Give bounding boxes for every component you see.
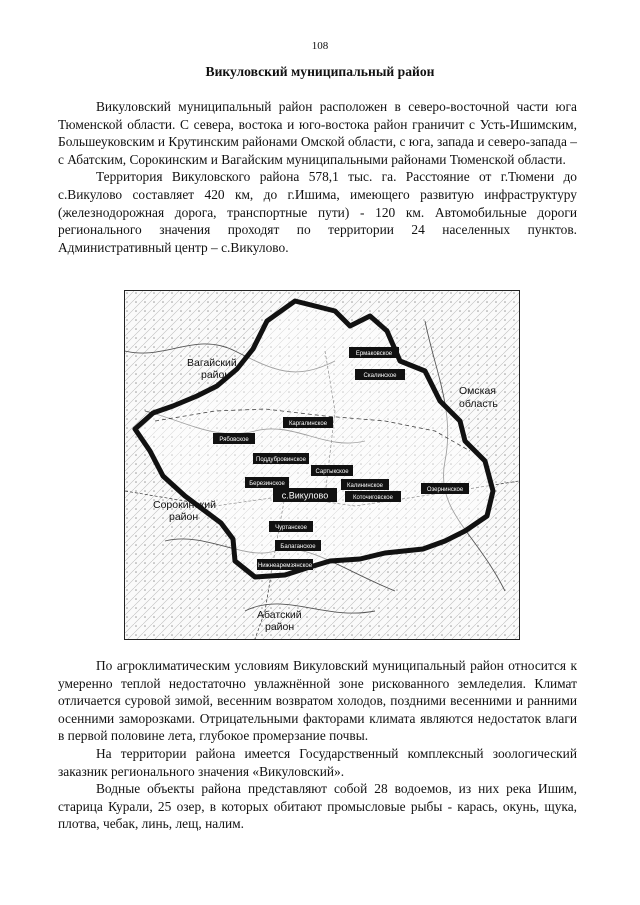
svg-text:Березинское: Березинское (249, 481, 285, 488)
svg-text:Чуртанское: Чуртанское (275, 525, 307, 532)
svg-text:Нижнеаремзянское: Нижнеаремзянское (257, 563, 313, 570)
settlement-ozernoe (421, 483, 469, 494)
svg-text:Озернинское: Озернинское (426, 487, 464, 494)
settlement-ermakovo (349, 347, 399, 358)
settlement-berez (245, 477, 289, 488)
svg-text:Рябовское: Рябовское (219, 437, 249, 444)
paragraph: Территория Викуловского района 578,1 тыс. га. Расстояние от г.Тюмени до с.Викулово составляет 420 км, до г.Ишима, имеющего развитую инфраструктуру (железнодорожная дорога, транспортные пути) - 120 км. Автомобильные дороги регионального значения проходят по территории 24 населенных пунктов. Административный центр – с.Викулово. (58, 169, 577, 255)
settlement-nizhne (257, 559, 313, 570)
settlement-sartyn (311, 465, 353, 476)
bottom-text (58, 657, 577, 833)
district-center-vikulovo (273, 488, 337, 502)
settlement-skalinskoe (355, 369, 405, 380)
region-label-vagai: Вагайский (187, 357, 237, 369)
settlement-podd (253, 453, 309, 464)
settlement-kalin (341, 479, 389, 490)
settlement-karga (283, 417, 333, 428)
region-label-omsk: область (459, 398, 498, 410)
svg-text:с.Викулово: с.Викулово (281, 490, 329, 501)
svg-text:Поддубровинское: Поддубровинское (256, 457, 306, 464)
region-label-sorokino: Сорокинский (153, 499, 216, 511)
svg-text:Коточиговское: Коточиговское (353, 495, 393, 502)
svg-text:Сартыкское: Сартыкское (315, 469, 349, 476)
intro-text (58, 98, 577, 256)
paragraph: На территории района имеется Государственный комплексный зоологический заказник регионального значения «Викуловский». (58, 745, 577, 779)
region-label-vagai: район (201, 369, 231, 381)
settlement-kotoch (345, 491, 401, 502)
document-title: Викуловский муниципальный район (205, 64, 435, 79)
region-label-omsk: Омская (459, 385, 496, 397)
paragraph: Викуловский муниципальный район расположен в северо-восточной части юга Тюменской области. С севера, востока и юго-востока район граничит с Усть-Ишимским, Большеуковским и Крутинским районами Омской области, с юга, запада и северо-запада – с Абатским, Сорокинским и Вагайским муниципальными районами Тюменской области. (58, 99, 577, 167)
settlement-churt (269, 521, 313, 532)
page-number: 108 (311, 40, 329, 52)
district-map (124, 290, 520, 640)
paragraph: Водные объекты района представляют собой 28 водоемов, из них река Ишим, старица Курали, 25 озер, в которых обитают промысловые рыбы - карась, окунь, щука, плотва, чебак, линь, лещ, налим. (58, 781, 577, 832)
region-label-abatsk: Абатский (257, 609, 302, 621)
region-label-sorokino: район (169, 511, 199, 523)
svg-text:Калининское: Калининское (346, 483, 384, 490)
settlement-ribno (213, 433, 255, 444)
region-label-abatsk: район (265, 621, 295, 633)
svg-text:Балаганское: Балаганское (280, 544, 316, 551)
svg-text:Ермаковское: Ермаковское (355, 351, 393, 358)
settlement-balag (275, 540, 321, 551)
paragraph: По агроклиматическим условиям Викуловский муниципальный район относится к умеренно теплой недостаточно увлажнённой зоне рискованного земледелия. Климат отличается суровой зимой, весенним возвратом холодов, поздними весенними и ранними осенними заморозками. Отрицательными факторами климата являются недостаток влаги в первой половине лета, глубокое промерзание почвы. (58, 658, 577, 744)
svg-text:Скалинское: Скалинское (363, 373, 397, 380)
svg-text:Каргалинское: Каргалинское (288, 421, 328, 428)
